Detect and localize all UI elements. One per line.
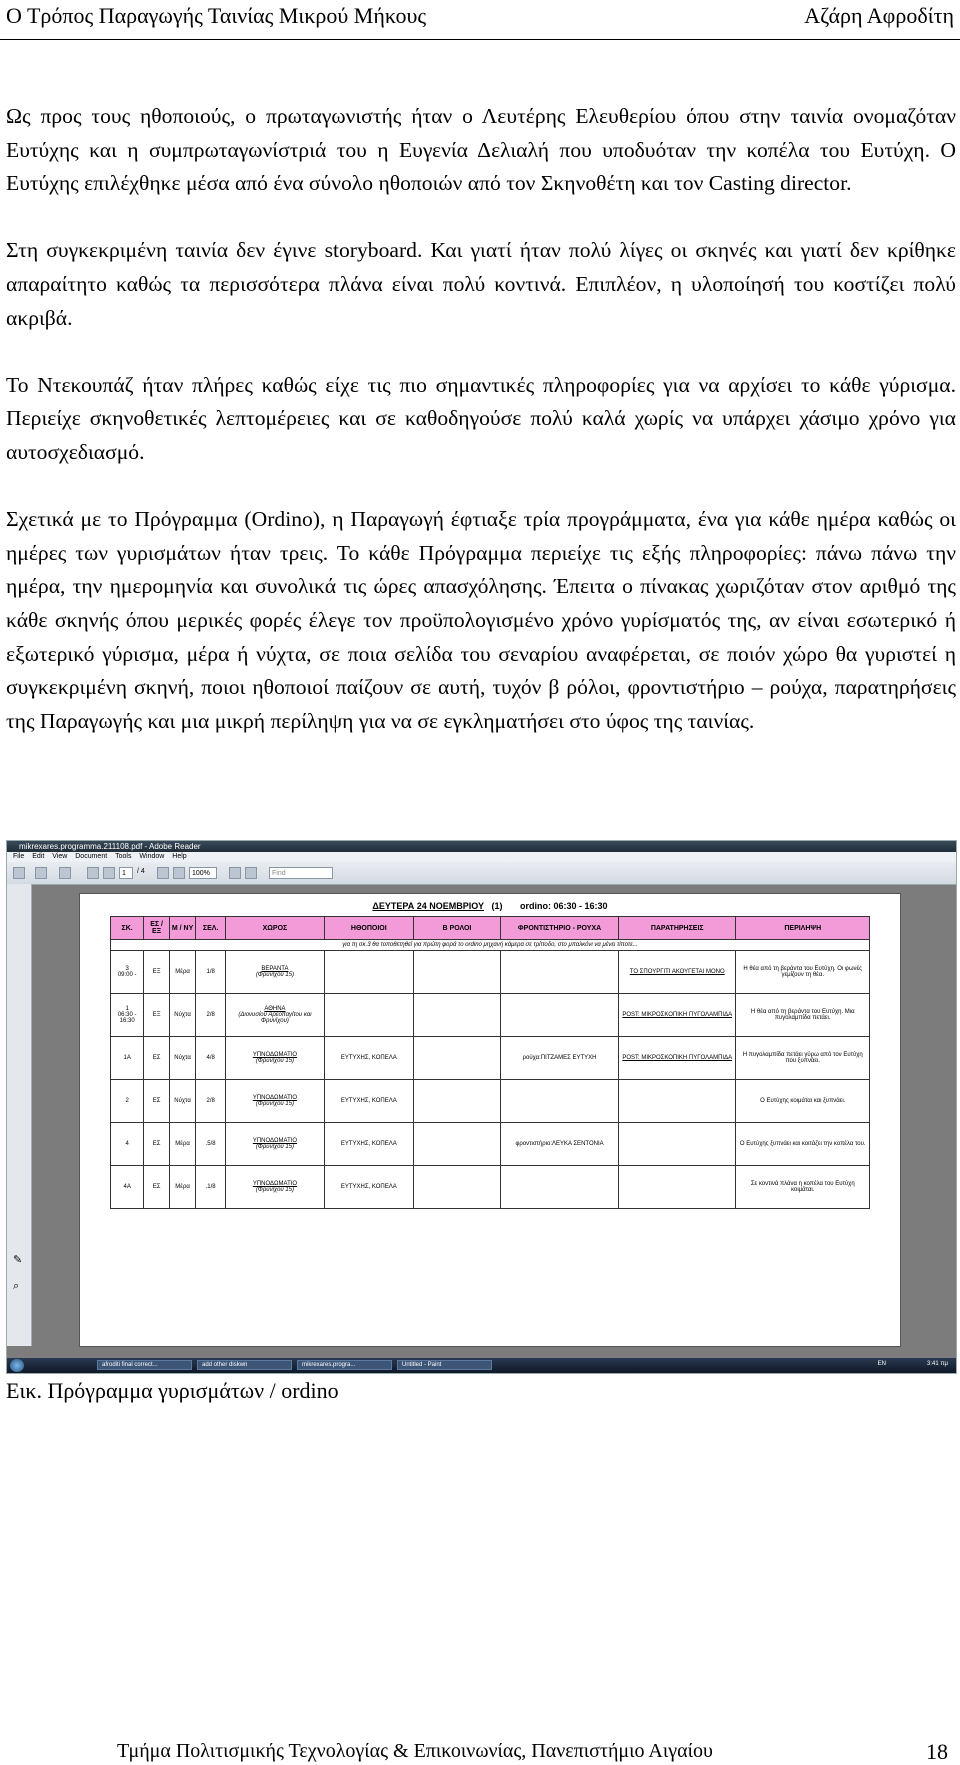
taskbar-lang: EN — [877, 1361, 886, 1367]
cell-place: ΥΠΝΟΔΩΜΑΤΙΟ (Φρυνίχου 15) — [226, 1080, 325, 1123]
body-text — [6, 100, 956, 738]
cell-props: ρούχα:ΠΙΤΖΑΜΕΣ ΕΥΤΥΧΗ — [501, 1037, 619, 1080]
cell-place: ΑΘΗΝΑ (Διονυσίου Αρεοπαγίτου και Φρυνίχου) — [226, 994, 325, 1037]
comments-icon: ✎ — [13, 1254, 23, 1266]
menu-bar — [7, 852, 956, 862]
cell-es: ΕΞ — [144, 994, 170, 1037]
cell-broles — [413, 1080, 500, 1123]
cell-remarks — [618, 1123, 735, 1166]
col-header: ΗΘΟΠΟΙΟΙ — [324, 917, 413, 940]
header-title: Ο Τρόπος Παραγωγής Ταινίας Μικρού Μήκους — [6, 3, 427, 28]
paragraph: Ως προς τους ηθοποιούς, ο πρωταγωνιστής ήταν ο Λευτέρης Ελευθερίου όπου στην ταινία ονομαζόταν Ευτύχης και η συμπρωταγωνίστριά του η Ευγενία Δελιαλή που υποδυόταν την κοπέλα του Ευτύχη. Ο Ευτύχης επιλέχθηκε μέσα από ένα σύνολο ηθοποιών από τον Σκηνοθέτη και τον Casting director. — [6, 104, 956, 196]
cell-place: ΥΠΝΟΔΩΜΑΤΙΟ (Φρυνίχου 15) — [226, 1166, 325, 1209]
window-title: mikrexares.programma.211108.pdf - Adobe Reader — [7, 841, 956, 852]
menu-tools: Tools — [115, 853, 132, 860]
col-header: ΣΕΛ. — [196, 917, 226, 940]
menu-window: Window — [139, 853, 165, 860]
taskbar-item: afroditi final correct... — [97, 1360, 192, 1370]
menu-file: File — [13, 853, 25, 860]
cell-mn: Μέρα — [169, 951, 195, 994]
menu-view: View — [52, 853, 68, 860]
cell-sel: 4/8 — [196, 1037, 226, 1080]
next-page-icon — [103, 867, 115, 879]
cell-props — [501, 1080, 619, 1123]
cell-remarks: ΤΟ ΣΠΟΥΡΓΙΤΙ ΑΚΟΥΓΕΤΑΙ ΜΟΝΟ — [618, 951, 735, 994]
col-header: ΣΚ. — [111, 917, 144, 940]
cell-es: ΕΣ — [144, 1166, 170, 1209]
footer-text: Τμήμα Πολιτισμικής Τεχνολογίας & Επικοινωνίας, Πανεπιστήμιο Αιγαίου — [117, 1740, 713, 1762]
cell-broles — [413, 1166, 500, 1209]
cell-scene: 1Α — [111, 1037, 144, 1080]
taskbar — [7, 1358, 956, 1373]
cell-props — [501, 994, 619, 1037]
cell-broles — [413, 994, 500, 1037]
running-header — [0, 0, 960, 40]
cell-remarks: POST: ΜΙΚΡΟΣΚΟΠΙΚΗ ΠΥΓΟΛΑΜΠΙΔΑ — [618, 994, 735, 1037]
page-number: 18 — [926, 1739, 948, 1764]
table-row — [111, 951, 870, 994]
cell-summary: Ο Ευτύχης κοιμάται και ξυπνάει. — [736, 1080, 870, 1123]
cell-es: ΕΣ — [144, 1037, 170, 1080]
cell-broles — [413, 1123, 500, 1166]
col-header: ΧΩΡΟΣ — [226, 917, 325, 940]
menu-edit: Edit — [32, 853, 45, 860]
cell-es: ΕΞ — [144, 951, 170, 994]
col-header: ΦΡΟΝΤΙΣΤΗΡΙΟ - ΡΟΥΧΑ — [501, 917, 619, 940]
header-author: Αζάρη Αφροδίτη — [804, 3, 954, 28]
cell-scene: 4 — [111, 1123, 144, 1166]
schedule-date: ΔΕΥΤΕΡΑ 24 ΝΟΕΜΒΡΙΟΥ — [372, 901, 484, 911]
table-row — [111, 1080, 870, 1123]
cell-place: ΒΕΡΑΝΤΑ (Φρυνίχου 15) — [226, 951, 325, 994]
taskbar-item: Untitled - Paint — [397, 1360, 492, 1370]
cell-remarks: POST: ΜΙΚΡΟΣΚΟΠΙΚΗ ΠΥΓΟΛΑΜΠΙΔΑ — [618, 1037, 735, 1080]
cell-mn: Νύχτα — [169, 1080, 195, 1123]
cell-actors — [324, 994, 413, 1037]
taskbar-item: add other diskwn — [197, 1360, 292, 1370]
cell-mn: Μέρα — [169, 1166, 195, 1209]
save-icon — [229, 867, 241, 879]
schedule-hours: ordino: 06:30 - 16:30 — [520, 901, 608, 911]
print-icon — [13, 867, 25, 879]
table-row — [111, 994, 870, 1037]
cell-broles — [413, 951, 500, 994]
zoom-field: 100% — [189, 867, 217, 879]
fit-icon — [245, 867, 257, 879]
zoom-out-icon — [157, 867, 169, 879]
cell-scene: 3 09:00 - — [111, 951, 144, 994]
prev-page-icon — [87, 867, 99, 879]
menu-document: Document — [75, 853, 108, 860]
cell-remarks — [618, 1166, 735, 1209]
cell-sel: .1/8 — [196, 1166, 226, 1209]
taskbar-item: mikrexares.progra... — [297, 1360, 392, 1370]
cell-mn: Νύχτα — [169, 994, 195, 1037]
table-row — [111, 1166, 870, 1209]
cell-props: φροντιστήριο:ΛΕΥΚΑ ΣΕΝΤΟΝΙΑ — [501, 1123, 619, 1166]
cell-actors: ΕΥΤΥΧΗΣ, ΚΟΠΕΛΑ — [324, 1080, 413, 1123]
menu-help: Help — [172, 853, 187, 860]
cell-sel: .5/8 — [196, 1123, 226, 1166]
paragraph: Σχετικά με το Πρόγραμμα (Ordino), η Παραγωγή έφτιαξε τρία προγράμματα, ένα για κάθε ημέρα καθώς οι ημέρες των γυρισμάτων ήταν τρεις. Το κάθε Πρόγραμμα περιείχε τις εξής πληροφορίες: πάνω πάνω την ημέρα, την ημερομηνία και συνολικά τις ώρες απασχόλησης. Έπειτα ο πίνακας χωριζόταν στον αριθμό της κάθε σκηνής όπου μερικές φορές έλεγε τον προϋπολογισμένο χρόνο γυρίσματός της, αν είναι εσωτερικό ή εξωτερικό γύρισμα, μέρα ή νύχτα, σε ποια σελίδα του σεναρίου αναφέρεται, σε ποιόν χώρο θα γυριστεί η συγκεκριμένη σκηνή, ποιοι ηθοποιοί παίζουν σε αυτή, τυχόν β ρόλοι, φροντιστήριο – ρούχα, παρατηρήσεις της Παραγωγής και μια μικρή περίληψη για να σε εγκληματήσει στο ύφος της ταινίας. — [6, 507, 956, 733]
col-header: ΠΕΡΙΛΗΨΗ — [736, 917, 870, 940]
table-note: για τη σκ.3 θα τοποθετηθεί για πρώτη φορά το ordino μηχανή κάμερα σε τρίποδο, στο μπαλκόνι να μένει τίποτε... — [111, 940, 870, 951]
page-total: / 4 — [137, 868, 145, 875]
share-icon — [59, 867, 71, 879]
cell-actors — [324, 951, 413, 994]
figure-caption: Εικ. Πρόγραμμα γυρισμάτων / ordino — [6, 1378, 339, 1403]
embedded-screenshot — [6, 840, 957, 1374]
cell-actors: ΕΥΤΥΧΗΣ, ΚΟΠΕΛΑ — [324, 1123, 413, 1166]
cell-actors: ΕΥΤΥΧΗΣ, ΚΟΠΕΛΑ — [324, 1037, 413, 1080]
zoom-in-icon — [173, 867, 185, 879]
cell-es: ΕΣ — [144, 1123, 170, 1166]
cell-sel: 2/8 — [196, 1080, 226, 1123]
cell-actors: ΕΥΤΥΧΗΣ, ΚΟΠΕΛΑ — [324, 1166, 413, 1209]
cell-summary: Η θέα από τη βεράντα του Ευτύχη. Μια πυγολαμπίδα πετάει. — [736, 994, 870, 1037]
toolbar — [7, 862, 956, 885]
cell-summary: Ο Ευτύχης ξυπνάει και κοιτάζει την κοπέλα του. — [736, 1123, 870, 1166]
pdf-page — [80, 894, 900, 1346]
cell-props — [501, 1166, 619, 1209]
page-field: 1 — [119, 867, 133, 879]
navigation-panel — [7, 884, 32, 1346]
cell-broles — [413, 1037, 500, 1080]
cell-place: ΥΠΝΟΔΩΜΑΤΙΟ (Φρυνίχου 15) — [226, 1123, 325, 1166]
col-header: ΠΑΡΑΤΗΡΗΣΕΙΣ — [618, 917, 735, 940]
col-header: ΕΣ / ΕΞ — [144, 917, 170, 940]
cell-props — [501, 951, 619, 994]
paragraph: Το Ντεκουπάζ ήταν πλήρες καθώς είχε τις πιο σημαντικές πληροφορίες για να αρχίσει το κάθε γύρισμα. Περιείχε σκηνοθετικές λεπτομέρειες και σε καθοδηγούσε πολύ καλά χωρίς να υπάρχει χάσιμο χρόνο για αυτοσχεδιασμό. — [6, 372, 956, 464]
cell-summary: Η πυγολαμπίδα πετάει γύρω από τον Ευτύχη που ξυπνάει. — [736, 1037, 870, 1080]
start-button-icon — [10, 1359, 24, 1372]
taskbar-clock: 3:41 πμ — [927, 1361, 948, 1367]
col-header: Β ΡΟΛΟΙ — [413, 917, 500, 940]
cell-scene: 1 06:30 - 16:30 — [111, 994, 144, 1037]
paragraph: Στη συγκεκριμένη ταινία δεν έγινε storyboard. Και γιατί ήταν πολύ λίγες οι σκηνές και γιατί δεν κρίθηκε απαραίτητο καθώς τα περισσότερα πλάνα είναι πολύ κοντινά. Επιπλέον, η υλοποίησή του κοστίζει πολύ ακριβά. — [6, 238, 956, 330]
attachment-icon: ⌕ — [13, 1280, 20, 1292]
cell-sel: 2/8 — [196, 994, 226, 1037]
cell-es: ΕΣ — [144, 1080, 170, 1123]
table-row — [111, 1123, 870, 1166]
cell-summary: Σε κοντινά πλάνα η κοπέλα του Ευτύχη κοιμάται. — [736, 1166, 870, 1209]
cell-place: ΥΠΝΟΔΩΜΑΤΙΟ (Φρυνίχου 15) — [226, 1037, 325, 1080]
find-field: Find — [269, 867, 333, 879]
table-header-row — [111, 917, 870, 940]
col-header: Μ / ΝΥ — [169, 917, 195, 940]
table-note-row — [111, 940, 870, 951]
collaborate-icon — [35, 867, 47, 879]
cell-sel: 1/8 — [196, 951, 226, 994]
ordino-table — [110, 916, 870, 1209]
cell-scene: 4Α — [111, 1166, 144, 1209]
cell-summary: Η θέα από τη βεράντα του Ευτύχη. Οι φωνές γεμίζουν τη θέα. — [736, 951, 870, 994]
table-row — [111, 1037, 870, 1080]
schedule-heading — [110, 899, 870, 914]
cell-remarks — [618, 1080, 735, 1123]
cell-mn: Νύχτα — [169, 1037, 195, 1080]
schedule-day: (1) — [491, 901, 503, 911]
cell-scene: 2 — [111, 1080, 144, 1123]
cell-mn: Μέρα — [169, 1123, 195, 1166]
